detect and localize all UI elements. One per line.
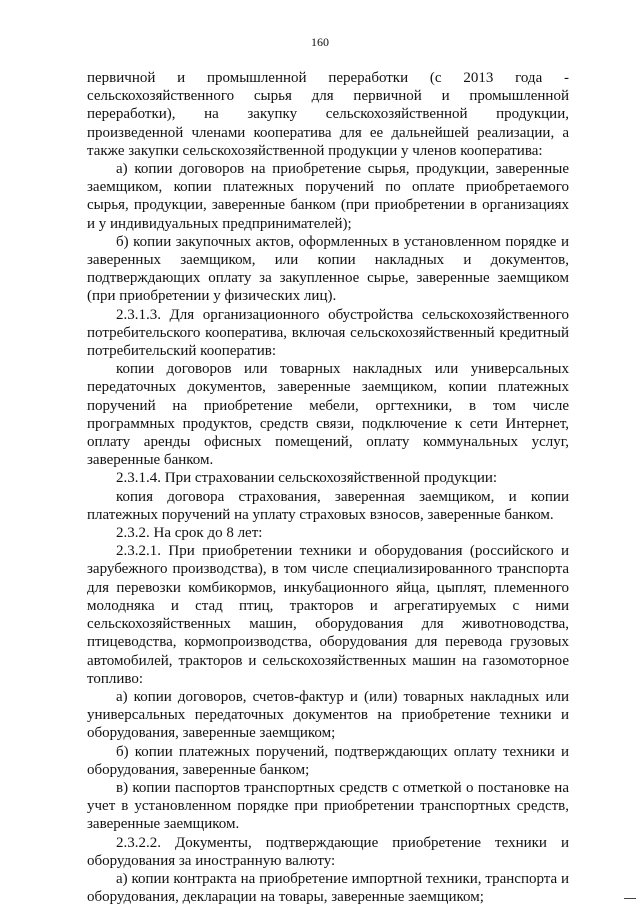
paragraph-item-a-contracts: а) копии договоров на приобретение сырья, продукции, заверенные заемщиком, копии платежных поручений по оплате приобретаемого сырья, продукции, заверенные банком (при приобретении в организациях и у индивидуальных предпринимателей); bbox=[87, 161, 569, 232]
paragraph-equipment-item-b: б) копии платежных поручений, подтверждающих оплату техники и оборудования, заверенные банком; bbox=[87, 743, 569, 778]
paragraph-2-3-1-4: 2.3.1.4. При страховании сельскохозяйственной продукции: bbox=[116, 470, 498, 487]
paragraph-processing-purchase: первичной и промышленной переработки (с 2013 года - сельскохозяйственного сырья для первичной и промышленной переработки), на закупку сельскохозяйственной продукции, произведенной членами кооператива для ее дальнейшей реализации, а также закупки сельскохозяйственной продукции у членов кооператива: bbox=[87, 70, 569, 159]
paragraph-2-3-2-2: 2.3.2.2. Документы, подтверждающие приобретение техники и оборудования за иностранную валюту: bbox=[87, 834, 569, 869]
paragraph-2-3-2: 2.3.2. На срок до 8 лет: bbox=[116, 525, 263, 542]
paragraph-2-3-2-1: 2.3.2.1. При приобретении техники и оборудования (российского и зарубежного производства), в том числе специализированного транспорта для перевозки комбикормов, инкубационного яйца, цыплят, племенного молодняка и стад птиц, тракторов и агрегатируемых с ними сельскохозяйственных машин, оборудования для животноводства, птицеводства, кормопроизводства, оборудования для перевода грузовых автомобилей, тракторов и сельскохозяйственных машин на газомоторное топливо: bbox=[87, 543, 569, 687]
paragraph-insurance-docs: копия договора страхования, заверенная заемщиком, и копии платежных поручений на уплату страховых взносов, заверенные банком. bbox=[87, 488, 569, 523]
paragraph-equipment-item-c: в) копии паспортов транспортных средств с отметкой о постановке на учет в установленном порядке при приобретении транспортных средств, заверенные заемщиком. bbox=[87, 779, 569, 833]
scan-edge-mark bbox=[624, 898, 636, 899]
paragraph-equipment-item-a: а) копии договоров, счетов-фактур и (или) товарных накладных или универсальных передаточных документов на приобретение техники и оборудования, заверенные заемщиком; bbox=[87, 688, 569, 742]
paragraph-2-3-1-3: 2.3.1.3. Для организационного обустройства сельскохозяйственного потребительского кооператива, включая сельскохозяйственный кредитный потребительский кооператив: bbox=[87, 306, 569, 360]
paragraph-import-item-a: а) копии контракта на приобретение импортной техники, транспорта и оборудования, декларации на товары, заверенные заемщиком; bbox=[87, 870, 569, 906]
paragraph-office-setup-docs: копии договоров или товарных накладных или универсальных передаточных документов, заверенные заемщиком, копии платежных поручений на приобретение мебели, оргтехники, в том числе программных продуктов, средств связи, подключение к сети Интернет, оплату аренды офисных помещений, оплату коммунальных услуг, заверенные банком. bbox=[87, 361, 569, 469]
document-body bbox=[87, 69, 569, 906]
paragraph-item-b-purchase-acts: б) копии закупочных актов, оформленных в установленном порядке и заверенных заемщиком, или копии накладных и документов, подтверждающих оплату за закупленное сырье, заверенные заемщиком (при приобретении у физических лиц). bbox=[87, 233, 569, 305]
page-number: 160 bbox=[311, 35, 329, 49]
